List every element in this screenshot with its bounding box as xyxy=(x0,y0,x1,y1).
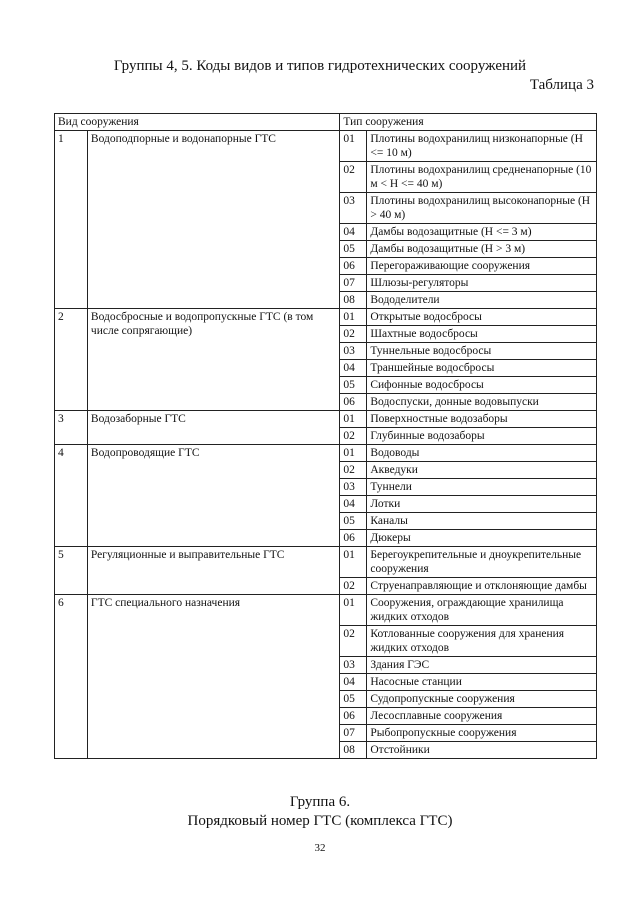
type-name-cell: Плотины водохранилищ средненапорные (10 м < H <= 40 м) xyxy=(367,162,597,193)
type-code-cell: 07 xyxy=(340,725,367,742)
table-row xyxy=(55,411,597,428)
type-code-cell: 02 xyxy=(340,578,367,595)
group-subtitle: Порядковый номер ГТС (комплекса ГТС) xyxy=(187,813,453,829)
type-code-cell: 05 xyxy=(340,241,367,258)
kind-name-cell: Водосбросные и водопропускные ГТС (в том числе сопрягающие) xyxy=(87,309,339,411)
table-row xyxy=(55,131,597,162)
type-code-cell: 03 xyxy=(340,193,367,224)
kind-code-cell: 5 xyxy=(55,547,88,595)
type-name-cell: Котлованные сооружения для хранения жидких отходов xyxy=(367,626,597,657)
type-code-cell: 08 xyxy=(340,742,367,759)
type-name-cell: Глубинные водозаборы xyxy=(367,428,597,445)
type-code-cell: 01 xyxy=(340,595,367,626)
type-name-cell: Шахтные водосбросы xyxy=(367,326,597,343)
type-name-cell: Рыбопропускные сооружения xyxy=(367,725,597,742)
type-name-cell: Водоводы xyxy=(367,445,597,462)
type-name-cell: Туннельные водосбросы xyxy=(367,343,597,360)
type-code-cell: 06 xyxy=(340,394,367,411)
type-code-cell: 08 xyxy=(340,292,367,309)
type-code-cell: 04 xyxy=(340,360,367,377)
type-code-cell: 07 xyxy=(340,275,367,292)
structure-codes-table xyxy=(54,113,597,759)
table-row xyxy=(55,595,597,626)
document-title: Группы 4, 5. Коды видов и типов гидротехнических сооружений xyxy=(113,58,527,74)
type-code-cell: 03 xyxy=(340,343,367,360)
kind-name-cell: Водозаборные ГТС xyxy=(87,411,339,445)
type-name-cell: Берегоукрепительные и дноукрепительные сооружения xyxy=(367,547,597,578)
type-name-cell: Здания ГЭС xyxy=(367,657,597,674)
kind-name-cell: Водопроводящие ГТС xyxy=(87,445,339,547)
type-code-cell: 01 xyxy=(340,445,367,462)
type-name-cell: Каналы xyxy=(367,513,597,530)
type-name-cell: Насосные станции xyxy=(367,674,597,691)
type-name-cell: Лотки xyxy=(367,496,597,513)
table-header-row xyxy=(55,114,597,131)
type-code-cell: 06 xyxy=(340,708,367,725)
type-name-cell: Поверхностные водозаборы xyxy=(367,411,597,428)
table-row xyxy=(55,445,597,462)
table-row xyxy=(55,547,597,578)
type-code-cell: 04 xyxy=(340,224,367,241)
type-name-cell: Туннели xyxy=(367,479,597,496)
type-name-cell: Шлюзы-регуляторы xyxy=(367,275,597,292)
column-header-kind: Вид сооружения xyxy=(55,114,340,131)
type-code-cell: 01 xyxy=(340,411,367,428)
type-name-cell: Плотины водохранилищ низконапорные (H <= 10 м) xyxy=(367,131,597,162)
kind-name-cell: Регуляционные и выправительные ГТС xyxy=(87,547,339,595)
type-code-cell: 05 xyxy=(340,691,367,708)
type-code-cell: 06 xyxy=(340,530,367,547)
type-name-cell: Акведуки xyxy=(367,462,597,479)
type-name-cell: Перегораживающие сооружения xyxy=(367,258,597,275)
type-code-cell: 02 xyxy=(340,326,367,343)
type-name-cell: Дамбы водозащитные (H <= 3 м) xyxy=(367,224,597,241)
type-code-cell: 03 xyxy=(340,657,367,674)
type-name-cell: Траншейные водосбросы xyxy=(367,360,597,377)
type-code-cell: 05 xyxy=(340,377,367,394)
kind-code-cell: 3 xyxy=(55,411,88,445)
page-number: 32 xyxy=(314,842,326,854)
group-title: Группа 6. xyxy=(289,794,351,810)
type-code-cell: 05 xyxy=(340,513,367,530)
type-name-cell: Дамбы водозащитные (H > 3 м) xyxy=(367,241,597,258)
type-code-cell: 01 xyxy=(340,547,367,578)
kind-code-cell: 4 xyxy=(55,445,88,547)
type-name-cell: Отстойники xyxy=(367,742,597,759)
type-name-cell: Водоспуски, донные водовыпуски xyxy=(367,394,597,411)
type-name-cell: Открытые водосбросы xyxy=(367,309,597,326)
type-code-cell: 06 xyxy=(340,258,367,275)
type-name-cell: Лесосплавные сооружения xyxy=(367,708,597,725)
type-code-cell: 01 xyxy=(340,309,367,326)
type-name-cell: Струенаправляющие и отклоняющие дамбы xyxy=(367,578,597,595)
type-code-cell: 04 xyxy=(340,674,367,691)
kind-code-cell: 6 xyxy=(55,595,88,759)
type-code-cell: 02 xyxy=(340,428,367,445)
group-heading xyxy=(0,793,640,831)
type-name-cell: Плотины водохранилищ высоконапорные (H > 40 м) xyxy=(367,193,597,224)
type-code-cell: 04 xyxy=(340,496,367,513)
kind-code-cell: 1 xyxy=(55,131,88,309)
type-code-cell: 01 xyxy=(340,131,367,162)
type-code-cell: 02 xyxy=(340,626,367,657)
type-name-cell: Дюкеры xyxy=(367,530,597,547)
column-header-type: Тип сооружения xyxy=(340,114,597,131)
type-name-cell: Сооружения, ограждающие хранилища жидких отходов xyxy=(367,595,597,626)
kind-name-cell: ГТС специального назначения xyxy=(87,595,339,759)
type-name-cell: Вододелители xyxy=(367,292,597,309)
kind-code-cell: 2 xyxy=(55,309,88,411)
type-code-cell: 03 xyxy=(340,479,367,496)
type-name-cell: Судопропускные сооружения xyxy=(367,691,597,708)
type-name-cell: Сифонные водосбросы xyxy=(367,377,597,394)
table-row xyxy=(55,309,597,326)
type-code-cell: 02 xyxy=(340,462,367,479)
table-body xyxy=(55,131,597,759)
table-label: Таблица 3 xyxy=(529,77,594,93)
type-code-cell: 02 xyxy=(340,162,367,193)
kind-name-cell: Водоподпорные и водонапорные ГТС xyxy=(87,131,339,309)
